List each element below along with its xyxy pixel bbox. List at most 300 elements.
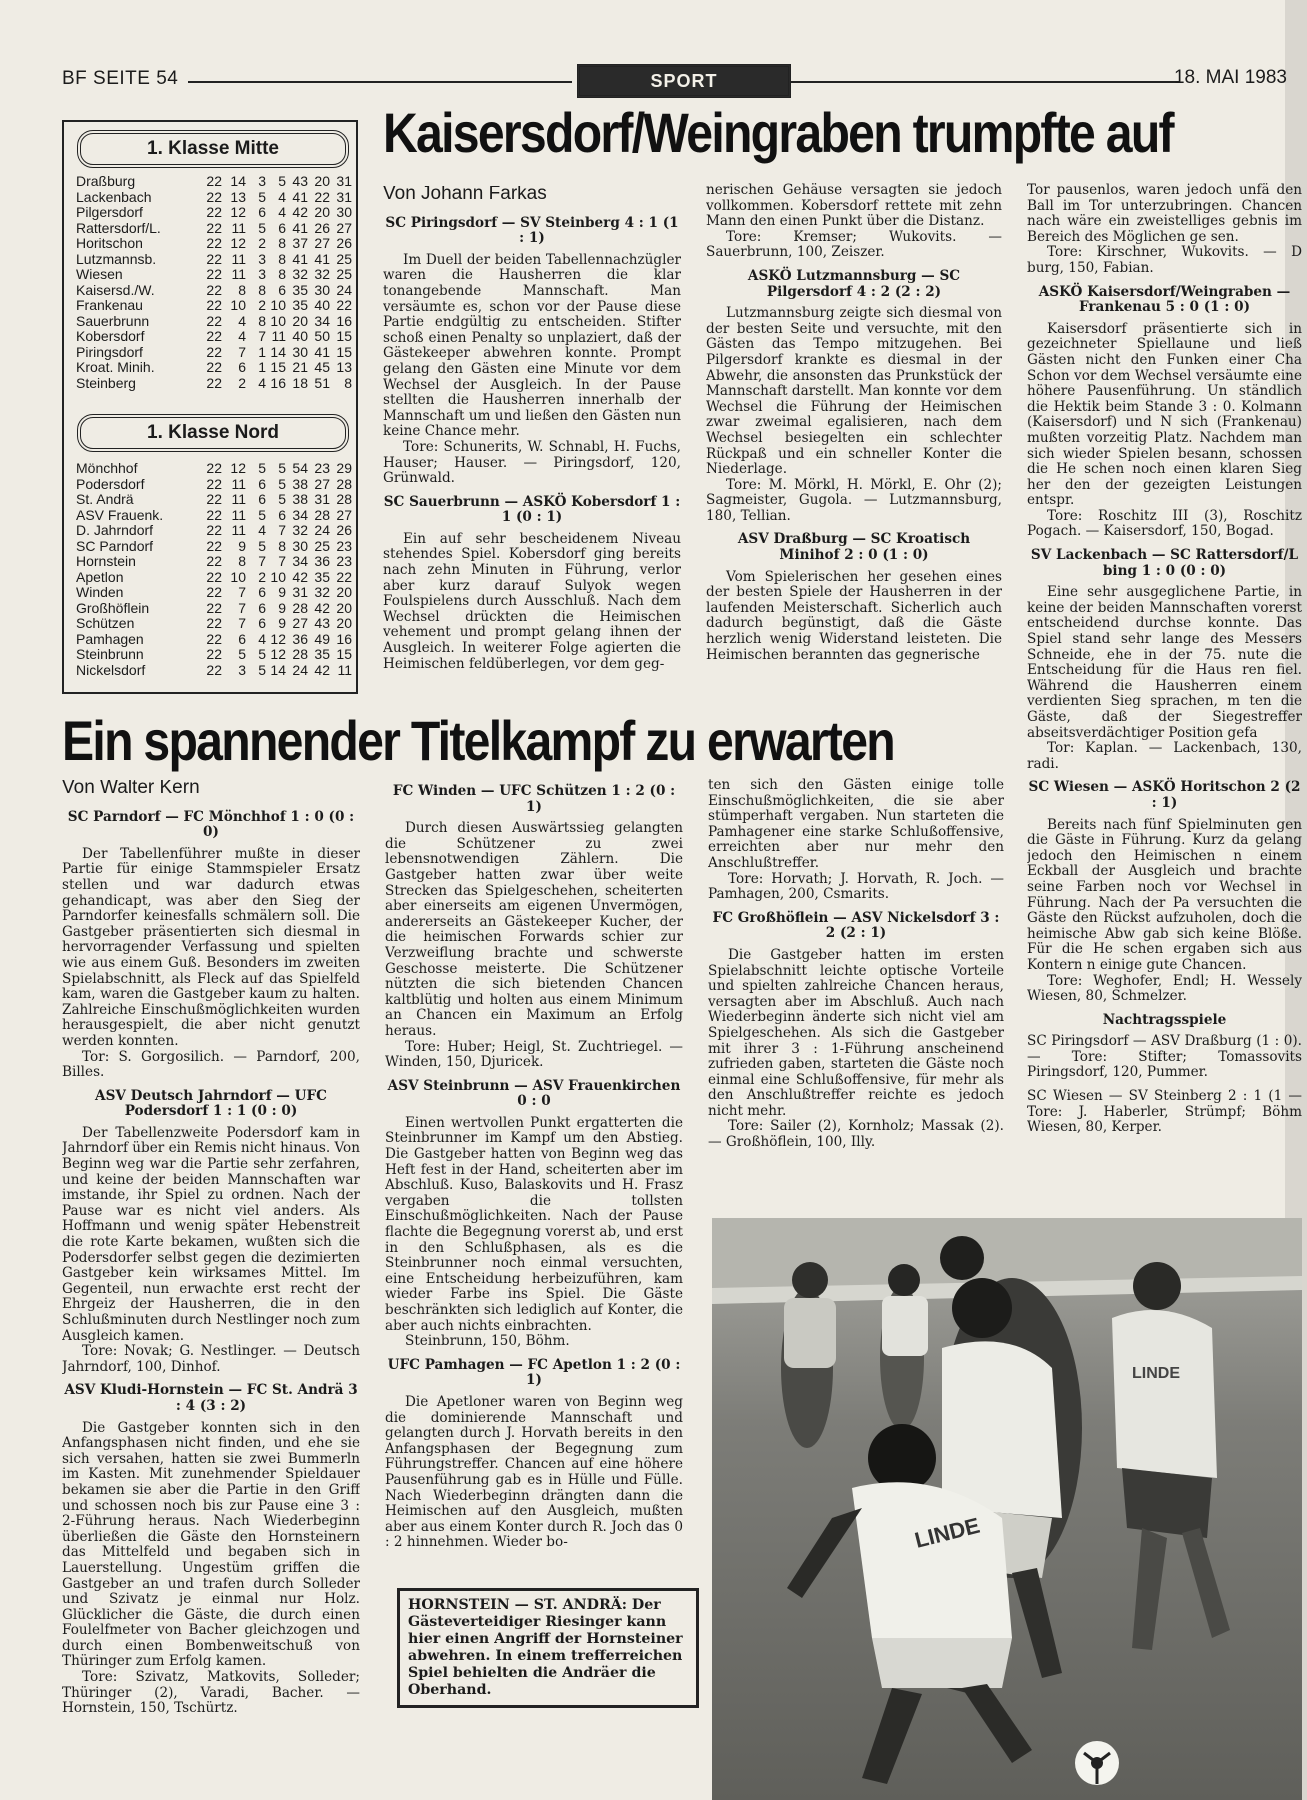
stat-cell: 41 <box>292 188 308 205</box>
stat-cell: 11 <box>231 506 246 523</box>
scorers-line: Tore: M. Mörkl, H. Mörkl, E. Ohr (2); Sagmeister, Gugola. — Lutzmannsburg, 180, Tellian. <box>706 476 1002 524</box>
article2-column-1 <box>62 780 360 1725</box>
table-row <box>76 190 352 206</box>
stat-cell: 15 <box>336 328 352 344</box>
stat-cell: 11 <box>271 328 286 344</box>
stat-cell: 4 <box>238 328 246 344</box>
stat-cell: 7 <box>238 343 246 360</box>
scorers-line: Tore: Szivatz, Matkovits, Solleder; Thüringer (2), Varadi, Bacher. — Hornstein, 150, Tschürtz. <box>62 1669 360 1717</box>
stat-cell: 22 <box>206 266 222 282</box>
table-row <box>76 461 352 477</box>
stat-cell: 27 <box>336 219 352 236</box>
match-report: Lutzmannsburg zeigte sich diesmal von der besten Seite und versuchte, mit den Gästen das Tempo mitzugehen. Bei Pilgersdorf krankte es diesmal in der Abwehr, die ansonsten das Prunkstück der Mannschaft darstellt. Man konnte vor dem Wechsel die Führung der Heimischen zwar zweimal egalisieren, nach dem Wechsel besiegelten ein schlechter Rückpaß und ein schneller Konter die Niederlage. <box>706 305 1002 478</box>
byline-kern: Von Walter Kern <box>62 780 200 798</box>
stat-cell: 41 <box>314 343 330 360</box>
stat-cell: 9 <box>238 537 246 554</box>
stat-cell: 27 <box>336 506 352 523</box>
stat-cell: 40 <box>292 328 308 344</box>
table-title-nord: 1. Klasse Nord <box>77 414 349 452</box>
stat-cell: 43 <box>314 615 330 631</box>
stat-cell: 27 <box>314 475 330 492</box>
article1-column-2 <box>706 183 1002 663</box>
stat-cell: 4 <box>238 312 246 329</box>
stat-cell: 32 <box>292 266 308 282</box>
stat-cell: 2 <box>258 235 266 251</box>
standings-box <box>62 120 358 694</box>
stat-cell: 8 <box>278 235 286 251</box>
stat-cell: 11 <box>337 661 352 678</box>
stat-cell: 22 <box>206 219 222 236</box>
stat-cell: 7 <box>238 599 246 616</box>
stat-cell: 30 <box>292 343 308 360</box>
stat-cell: 36 <box>314 553 330 569</box>
stat-cell: 25 <box>336 250 352 267</box>
stat-cell: 6 <box>258 204 266 220</box>
header-rule-right <box>790 81 1180 83</box>
stat-cell: 22 <box>206 188 222 205</box>
table-row <box>76 267 352 283</box>
makeup-game-result: SC Wiesen — SV Steinberg 2 : 1 (1 — Tore: J. Haberler, Strümpf; Böhm Wiesen, 80, Kerper. <box>1027 1088 1302 1136</box>
stat-cell: 11 <box>231 266 246 282</box>
stat-cell: 22 <box>206 661 222 678</box>
match-report: Bereits nach fünf Spielminuten gen die Gäste in Führung. Kurz da gelang jedoch den Heimischen n einem Eckball der Ausgleich und brachte seine Farben noch vor Wechsel in Führung. Nach der Pa versuchten die Gäste den Rückst aufzuholen, doch die heimische Abw gab sich keine Blöße. Für die He schen ergaben sich aus Kontern n einige gute Chancen. <box>1027 816 1302 973</box>
stat-cell: 30 <box>314 281 330 298</box>
stat-cell: 10 <box>270 312 286 329</box>
stat-cell: 22 <box>206 599 222 616</box>
stat-cell: 5 <box>278 491 286 507</box>
stat-cell: 11 <box>231 491 246 507</box>
table-row <box>76 570 352 586</box>
stat-cell: 14 <box>270 343 286 360</box>
team-name: Schützen <box>76 615 135 631</box>
match-heading: ASV Deutsch Jahrndorf — UFC Podersdorf 1 : 1 (0 : 0) <box>95 1087 327 1120</box>
stat-cell: 14 <box>230 173 246 189</box>
stat-cell: 12 <box>270 630 286 647</box>
table-row <box>76 477 352 493</box>
table-nord <box>76 461 352 678</box>
team-name: Draßburg <box>76 173 136 189</box>
stat-cell: 4 <box>278 204 286 220</box>
stat-cell: 23 <box>314 460 330 476</box>
team-name: Winden <box>76 584 124 600</box>
shirt-lettering: LINDE <box>912 1512 983 1553</box>
stat-cell: 10 <box>270 297 286 313</box>
stat-cell: 3 <box>258 173 266 189</box>
stat-cell: 28 <box>292 599 308 616</box>
match-heading: ASV Draßburg — SC Kroatisch Minihof 2 : 0 (1 : 0) <box>737 531 971 564</box>
header-rule-left <box>188 81 572 83</box>
table-row <box>76 523 352 539</box>
stat-cell: 8 <box>258 312 266 329</box>
stat-cell: 49 <box>314 630 330 647</box>
stat-cell: 43 <box>292 173 308 189</box>
table-row <box>76 632 352 648</box>
match-heading: ASKÖ Kaisersdorf/Weingraben — Frankenau 5 : 0 (1 : 0) <box>1038 283 1291 316</box>
stat-cell: 22 <box>206 281 222 298</box>
stat-cell: 20 <box>336 599 352 616</box>
stat-cell: 3 <box>258 266 266 282</box>
article1-column-1 <box>383 186 681 672</box>
stat-cell: 11 <box>231 475 246 492</box>
table-row <box>76 314 352 330</box>
stat-cell: 41 <box>314 250 330 267</box>
stat-cell: 22 <box>206 460 222 476</box>
stat-cell: 25 <box>314 537 330 554</box>
table-row <box>76 663 352 679</box>
stat-cell: 13 <box>336 359 352 375</box>
stat-cell: 22 <box>206 630 222 647</box>
stat-cell: 22 <box>206 297 222 313</box>
match-report: Eine sehr ausgeglichene Partie, in keine der beiden Mannschaften vorerst entscheidend durchse konnte. Das Spiel stand sehr lange des Messers Schneide, ehe in der 75. nute die Entscheidung für die Haus ren fiel. Während die Hausherren einem verdienten Sieg sprachen, m ten die Gäste, daß der Siegestreffer abseitsverdächtiger Position gefa <box>1027 584 1302 741</box>
stat-cell: 22 <box>206 584 222 600</box>
stat-cell: 16 <box>336 630 352 647</box>
stat-cell: 5 <box>278 173 286 189</box>
stat-cell: 35 <box>292 297 308 313</box>
stat-cell: 15 <box>336 343 352 360</box>
byline-farkas: Von Johann Farkas <box>383 186 547 204</box>
stat-cell: 4 <box>258 374 266 391</box>
stat-cell: 31 <box>314 491 330 507</box>
table-row <box>76 174 352 190</box>
table-row <box>76 601 352 617</box>
stat-cell: 38 <box>292 491 308 507</box>
stat-cell: 20 <box>314 173 330 189</box>
stat-cell: 5 <box>278 460 286 476</box>
table-row <box>76 345 352 361</box>
scorers-line: Tore: Sailer (2), Kornholz; Massak (2). — Großhöflein, 100, Illy. <box>708 1118 1004 1151</box>
stat-cell: 6 <box>258 584 266 600</box>
stat-cell: 32 <box>314 266 330 282</box>
team-name: Nickelsdorf <box>76 661 146 678</box>
team-name: Hornstein <box>76 553 136 569</box>
stat-cell: 50 <box>314 328 330 344</box>
stat-cell: 22 <box>206 343 222 360</box>
stat-cell: 22 <box>314 188 330 205</box>
stat-cell: 22 <box>206 553 222 569</box>
stat-cell: 40 <box>314 297 330 313</box>
team-name: Podersdorf <box>76 475 145 492</box>
stat-cell: 30 <box>292 537 308 554</box>
scorers-line: Steinbrunn, 150, Böhm. <box>405 1333 570 1350</box>
stat-cell: 3 <box>258 250 266 267</box>
stat-cell: 7 <box>238 584 246 600</box>
match-heading: ASV Kludi-Hornstein — FC St. Andrä 3 : 4 (3 : 2) <box>64 1382 358 1414</box>
stat-cell: 34 <box>292 553 308 569</box>
table-row <box>76 329 352 345</box>
stat-cell: 35 <box>314 568 330 585</box>
stat-cell: 6 <box>258 475 266 492</box>
scorers-line: Tore: Weghofer, Endl; H. Wessely Wiesen, 80, Schmelzer. <box>1027 972 1302 1005</box>
stat-cell: 9 <box>278 584 286 600</box>
scorers-line: Tor: S. Gorgosilich. — Parndorf, 200, Billes. <box>62 1048 360 1081</box>
stat-cell: 11 <box>231 522 246 538</box>
scorers-line: Tore: Kremser; Wukovits. — Sauerbrunn, 100, Zeiszer. <box>706 228 1002 261</box>
team-name: ASV Frauenk. <box>76 506 164 523</box>
stat-cell: 35 <box>292 281 308 298</box>
stat-cell: 22 <box>206 235 222 251</box>
stat-cell: 28 <box>336 491 352 507</box>
table-row <box>76 205 352 221</box>
team-name: Pilgersdorf <box>76 204 143 220</box>
stat-cell: 25 <box>336 266 352 282</box>
stat-cell: 22 <box>206 312 222 329</box>
stat-cell: 22 <box>206 568 222 585</box>
match-heading: ASKÖ Lutzmannsburg — SC Pilgersdorf 4 : 2 (2 : 2) <box>747 267 961 300</box>
table-row <box>76 376 352 392</box>
stat-cell: 5 <box>258 661 266 678</box>
stat-cell: 29 <box>336 460 352 476</box>
stat-cell: 5 <box>258 646 266 662</box>
shirt-lettering-2: LINDE <box>1132 1365 1180 1382</box>
stat-cell: 6 <box>258 599 266 616</box>
stat-cell: 38 <box>292 475 308 492</box>
headline-titelkampf: Ein spannender Titelkampf zu erwarten <box>62 709 895 772</box>
table-mitte <box>76 174 352 391</box>
stat-cell: 22 <box>206 491 222 507</box>
stat-cell: 28 <box>336 475 352 492</box>
stat-cell: 35 <box>314 646 330 662</box>
match-heading: FC Großhöflein — ASV Nickelsdorf 3 : 2 (2 : 1) <box>712 909 1000 942</box>
stat-cell: 42 <box>314 599 330 616</box>
team-name: Sauerbrunn <box>76 312 150 329</box>
stat-cell: 20 <box>292 312 308 329</box>
stat-cell: 6 <box>258 615 266 631</box>
stat-cell: 7 <box>258 328 266 344</box>
stat-cell: 24 <box>336 281 352 298</box>
team-name: SC Parndorf <box>76 537 154 554</box>
scorers-line: Tore: Roschitz III (3), Roschitz Pogach. — Kaisersdorf, 150, Bogad. <box>1027 507 1302 540</box>
stat-cell: 8 <box>278 537 286 554</box>
scorers-line: Tore: Schunerits, W. Schnabl, H. Fuchs, Hauser; Hauser. — Piringsdorf, 120, Grünwald. <box>383 438 681 487</box>
article2-column-3 <box>708 778 1004 1159</box>
match-heading: FC Winden — UFC Schützen 1 : 2 (0 : 1) <box>392 783 676 815</box>
article2-column-2 <box>385 778 683 1551</box>
stat-cell: 42 <box>314 661 330 678</box>
stat-cell: 4 <box>258 630 266 647</box>
stat-cell: 30 <box>336 204 352 220</box>
team-name: Horitschon <box>76 235 143 251</box>
stat-cell: 31 <box>336 173 352 189</box>
stat-cell: 14 <box>270 661 286 678</box>
table-row <box>76 585 352 601</box>
stat-cell: 4 <box>258 522 266 538</box>
stat-cell: 10 <box>270 568 286 585</box>
match-heading: SC Wiesen — ASKÖ Horitschon 2 (2 : 1) <box>1028 779 1301 811</box>
stat-cell: 31 <box>336 188 352 205</box>
stat-cell: 6 <box>278 506 286 523</box>
stat-cell: 5 <box>258 188 266 205</box>
scorers-line: Tore: Novak; G. Nestlinger. — Deutsch Jahrndorf, 100, Dinhof. <box>62 1343 360 1375</box>
stat-cell: 26 <box>336 522 352 538</box>
stat-cell: 10 <box>230 297 246 313</box>
stat-cell: 5 <box>258 219 266 236</box>
stat-cell: 22 <box>206 359 222 375</box>
stat-cell: 24 <box>314 522 330 538</box>
page-number: BF SEITE 54 <box>62 68 179 89</box>
table-row <box>76 360 352 376</box>
match-report: Im Duell der beiden Tabellennachzügler waren die Hausherren die klar tonangebende Mannschaft. Man versäumte es, schon vor der Pause diese Partie endgültig zu entscheiden. Stifter schoß einen Penalty so unplaziert, daß der Gästekeeper abwehren konnte. Prompt gelang den Gästen eine Minute vor dem Wechsel der Ausgleich. In der Pause stellten die Hausherren innerhalb der Mannschaft um und ließen den Gästen nun keine Chance mehr. <box>383 251 681 440</box>
stat-cell: 22 <box>206 204 222 220</box>
stat-cell: 54 <box>292 460 308 476</box>
scorers-line: Tore: Kirschner, Wukovits. — D burg, 150, Fabian. <box>1027 244 1302 276</box>
article1-column-3 <box>1027 183 1302 1144</box>
table-row <box>76 554 352 570</box>
stat-cell: 22 <box>206 328 222 344</box>
stat-cell: 2 <box>258 297 266 313</box>
stat-cell: 23 <box>336 553 352 569</box>
stat-cell: 16 <box>336 312 352 329</box>
stat-cell: 20 <box>314 204 330 220</box>
stat-cell: 9 <box>278 599 286 616</box>
stat-cell: 7 <box>278 553 286 569</box>
stat-cell: 45 <box>314 359 330 375</box>
match-report: Der Tabellenzweite Podersdorf kam in Jahrndorf über ein Remis nicht hinaus. Von Beginn weg war die Partie sehr zerfahren, und keine der beiden Mannschaften war imstande, ihr Spiel zu ordnen. Nach der Pause war es nicht viel anders. Als Hoffmann und wenig später Hebenstreit die rote Karte bekamen, wußten sich die Podersdorfer selbst gegen die dezimierten Gastgeber kein wirksames Mittel. Im Gegenteil, nun erwachte erst recht der Ehrgeiz der Hausherren, die in den Schlußminuten durch Nestlinger noch zum Ausgleich kamen. <box>62 1124 360 1344</box>
stat-cell: 6 <box>238 359 246 375</box>
team-name: Rattersdorf/L. <box>76 219 161 236</box>
match-report: Vom Spielerischen her gesehen eines der besten Spiele der Hausherren in der laufenden Meisterschaft. Sicherlich auch dadurch begünstigt, daß die Gäste herzlich wenig Widerstand leisteten. Die Heimischen berannten das gegnerische <box>706 568 1002 663</box>
stat-cell: 51 <box>314 374 330 391</box>
table-row <box>76 508 352 524</box>
stat-cell: 22 <box>206 615 222 631</box>
stat-cell: 8 <box>238 553 246 569</box>
table-row <box>76 221 352 237</box>
team-name: Apetlon <box>76 568 124 585</box>
team-name: Mönchhof <box>76 460 138 476</box>
match-report-continued: Tor pausenlos, waren jedoch unfä den Ball im Tor unterzubringen. Chancen nach wäre ein zweistelliges gebnis im Bereich des Möglichen ge sen. <box>1027 183 1302 245</box>
stat-cell: 12 <box>270 646 286 662</box>
stat-cell: 2 <box>258 568 266 585</box>
match-report: Der Tabellenführer mußte in dieser Partie für einige Stammspieler Ersatz stellen und war dadurch etwas gehandicapt, was aber den Sieg der Parndorfer keinesfalls schmälern soll. Die Gastgeber präsentierten sich diesmal in hervorragender Verfassung und spielten wie aus einem Guß. Besonders im zweiten Spielabschnitt, als Fleck auf das Spielfeld kam, waren die Gastgeber kaum zu halten. Zahlreiche Einschußmöglichkeiten wurden herausgespielt, die aber nicht genutzt werden konnten. <box>62 845 360 1049</box>
stat-cell: 6 <box>278 281 286 298</box>
team-name: Kobersdorf <box>76 328 145 344</box>
stat-cell: 11 <box>231 219 246 236</box>
team-name: Steinberg <box>76 374 136 391</box>
stat-cell: 22 <box>206 646 222 662</box>
team-name: Steinbrunn <box>76 646 144 662</box>
match-heading: SC Parndorf — FC Mönchhof 1 : 0 (0 : 0) <box>67 808 355 841</box>
stat-cell: 12 <box>230 460 246 476</box>
table-row <box>76 252 352 268</box>
table-row <box>76 298 352 314</box>
match-heading: ASV Steinbrunn — ASV Frauenkirchen 0 : 0 <box>387 1077 681 1110</box>
stat-cell: 8 <box>258 281 266 298</box>
stat-cell: 7 <box>238 615 246 631</box>
match-report: Die Gastgeber konnten sich in den Anfangsphasen nicht finden, und ehe sie sich versahen, hatten sie zwei Bummerln im Kasten. Mit zunehmender Spieldauer bekamen sie aber die Partie in den Griff und schossen noch bis zur Pause eine 3 : 2-Führung heraus. Nach Wiederbeginn überließen die Gäste den Hornsteinern das Mittelfeld und begaben sich in Lauerstellung. Ungestüm griffen die Gastgeber an und trafen durch Solleder und Szivatz je einmal nur Holz. Glücklicher die Gäste, die durch einen Foulelfmeter von Bacher gleichzogen und durch einen Bombenweitschuß von Thüringer zum Erfolg kamen. <box>62 1419 360 1670</box>
match-heading: SC Sauerbrunn — ASKÖ Kobersdorf 1 : 1 (0 : 1) <box>383 493 681 526</box>
match-report: Die Apetloner waren von Beginn weg die dominierende Mannschaft und gelangten durch J. Horvath bereits in den Anfangsphasen der Begegnung zum Führungstreffer. Chancen auf eine höhere Pausenführung gab es in Hülle und Fülle. Nach Wiederbeginn drängten dann die Heimischen auf den Ausgleich, mußten aber aus einem Konter durch R. Joch das 0 : 2 hinnehmen. Wieder bo- <box>385 1393 683 1551</box>
stat-cell: 41 <box>292 219 308 236</box>
team-name: D. Jahrndorf <box>76 522 154 538</box>
match-heading: SC Piringsdorf — SV Steinberg 4 : 1 (1 : 1) <box>385 214 679 247</box>
table-row <box>76 283 352 299</box>
stat-cell: 23 <box>336 537 352 554</box>
stat-cell: 8 <box>344 374 352 391</box>
stat-cell: 5 <box>258 460 266 476</box>
match-heading: Nachtragsspiele <box>1102 1011 1227 1028</box>
stat-cell: 3 <box>238 661 246 678</box>
team-name: Pamhagen <box>76 630 144 647</box>
stat-cell: 22 <box>206 475 222 492</box>
stat-cell: 12 <box>230 204 246 220</box>
match-report-continued: nerischen Gehäuse versagten sie jedoch vollkommen. Kobersdorf rettete mit zehn Mann den einen Punkt über die Distanz. <box>706 183 1002 230</box>
stat-cell: 22 <box>206 506 222 523</box>
stat-cell: 6 <box>258 491 266 507</box>
stat-cell: 5 <box>258 537 266 554</box>
match-report: Die Gastgeber hatten im ersten Spielabschnitt leichte optische Vorteile und spielten zahlreiche Chancen heraus, versagten aber im Abschluß. Auch nach Wiederbeginn änderte sich nicht viel am Spielgeschehen. Als sich die Gastgeber mit ihrer 3 : 1-Führung anscheinend zufrieden gaben, starteten die Gäste noch einmal eine Schlußoffensive, für mehr als den Anschlußtreffer reichte es jedoch nicht mehr. <box>708 946 1004 1119</box>
table-row <box>76 236 352 252</box>
stat-cell: 28 <box>314 506 330 523</box>
match-heading: SV Lackenbach — SC Rattersdorf/L bing 1 : 0 (0 : 0) <box>1030 547 1299 579</box>
match-report: Ein auf sehr bescheidenem Niveau stehendes Spiel. Kobersdorf ging bereits nach zehn Minuten in Führung, verlor aber kurz darauf Sulyok wegen Foulspielens durch Ausschluß. Nach dem Wechsel drückten die Heimischen vehement und prompt gelang ihnen der Ausgleich. In weiterer Folge agierten die Heimischen feldüberlegen, vor dem geg- <box>383 530 681 672</box>
team-name: Großhöflein <box>76 599 150 616</box>
stat-cell: 41 <box>292 250 308 267</box>
stat-cell: 5 <box>278 475 286 492</box>
stat-cell: 10 <box>230 568 246 585</box>
stat-cell: 34 <box>292 506 308 523</box>
team-name: Lackenbach <box>76 188 152 205</box>
football-scene-image <box>712 1218 1302 1800</box>
stat-cell: 5 <box>238 646 246 662</box>
match-photo <box>712 1218 1302 1800</box>
stat-cell: 16 <box>270 374 286 391</box>
stat-cell: 27 <box>292 615 308 631</box>
stat-cell: 6 <box>278 219 286 236</box>
match-report: Durch diesen Auswärtssieg gelangten die Schützener zu zwei lebensnotwendigen Zählern. Die Gastgeber hatten zwar über weite Strecken das Spielgeschehen, scheiterten aber einerseits am eigenen Unvermögen, andererseits an Gästekeeper Kucher, der die heimischen Forwards schier zur Verzweiflung brachte und schwerste Geschosse meisterte. Die Schützener nützten die sich bietenden Chancen kaltblütig und holten aus einem Minimum an Chancen ein Maximum an Erfolg heraus. <box>385 820 683 1039</box>
table-row <box>76 647 352 663</box>
team-name: Wiesen <box>76 266 123 282</box>
stat-cell: 15 <box>270 359 286 375</box>
stat-cell: 22 <box>206 250 222 267</box>
stat-cell: 36 <box>292 630 308 647</box>
makeup-game-result: SC Piringsdorf — ASV Draßburg (1 : 0). — Tore: Stifter; Tomassovits Piringsdorf, 120, Pummer. <box>1027 1033 1302 1081</box>
team-name: Lutzmannsb. <box>76 250 157 267</box>
headline-kaisersdorf: Kaisersdorf/Weingraben trumpfte auf <box>383 101 1173 164</box>
stat-cell: 32 <box>292 522 308 538</box>
team-name: St. Andrä <box>76 491 134 507</box>
stat-cell: 27 <box>314 235 330 251</box>
stat-cell: 5 <box>258 506 266 523</box>
stat-cell: 8 <box>278 266 286 282</box>
stat-cell: 9 <box>278 615 286 631</box>
stat-cell: 1 <box>258 359 266 375</box>
team-name: Frankenau <box>76 297 143 313</box>
stat-cell: 21 <box>292 359 308 375</box>
stat-cell: 1 <box>258 343 266 360</box>
stat-cell: 11 <box>231 250 246 267</box>
stat-cell: 22 <box>336 568 352 585</box>
stat-cell: 22 <box>206 173 222 189</box>
stat-cell: 12 <box>230 235 246 251</box>
table-title-mitte: 1. Klasse Mitte <box>77 130 349 168</box>
table-row <box>76 539 352 555</box>
match-report: Einen wertvollen Punkt ergatterten die Steinbrunner im Kampf um den Abstieg. Die Gastgeber hatten von Beginn weg das Heft fest in der Hand, scheiterten aber im Abschluß. Kuso, Balaskovits und H. Frasz vergaben die tollsten Einschußmöglichkeiten. Nach der Pause flachte die Begegnung vorerst ab, und erst in den Schlußphasen, als es die Steinbrunner noch einmal versuchten, eine Entscheidung herbeizuführen, kam wieder Farbe ins Spiel. Die Gäste beschränkten sich lediglich auf Konter, die aber auch nichts einbrachten. <box>385 1114 683 1334</box>
scorers-line: Tor: Kaplan. — Lackenbach, 130, radi. <box>1027 740 1302 772</box>
stat-cell: 4 <box>278 188 286 205</box>
stat-cell: 8 <box>278 250 286 267</box>
stat-cell: 22 <box>206 537 222 554</box>
stat-cell: 20 <box>336 615 352 631</box>
table-row <box>76 616 352 632</box>
stat-cell: 6 <box>238 630 246 647</box>
stat-cell: 31 <box>292 584 308 600</box>
stat-cell: 26 <box>314 219 330 236</box>
match-report: Kaisersdorf präsentierte sich in gezeichneter Spiellaune und ließ Gästen nicht den Funken einer Cha Schon vor dem Wechsel versäumte eine höhere Pausenführung. Un ständlich die Hektik beim Stande 3 : 0. Kolmann (Kaisersdorf) und N sich (Frankenau) mußten vorzeitig Platz. Nachdem man sich wieder Spielen besann, schossen die He schen noch einen klaren Sieg her den der gezeigten Leistungen entspr. <box>1027 320 1302 509</box>
stat-cell: 7 <box>258 553 266 569</box>
stat-cell: 8 <box>238 281 246 298</box>
stat-cell: 37 <box>292 235 308 251</box>
stat-cell: 28 <box>292 646 308 662</box>
stat-cell: 24 <box>292 661 308 678</box>
